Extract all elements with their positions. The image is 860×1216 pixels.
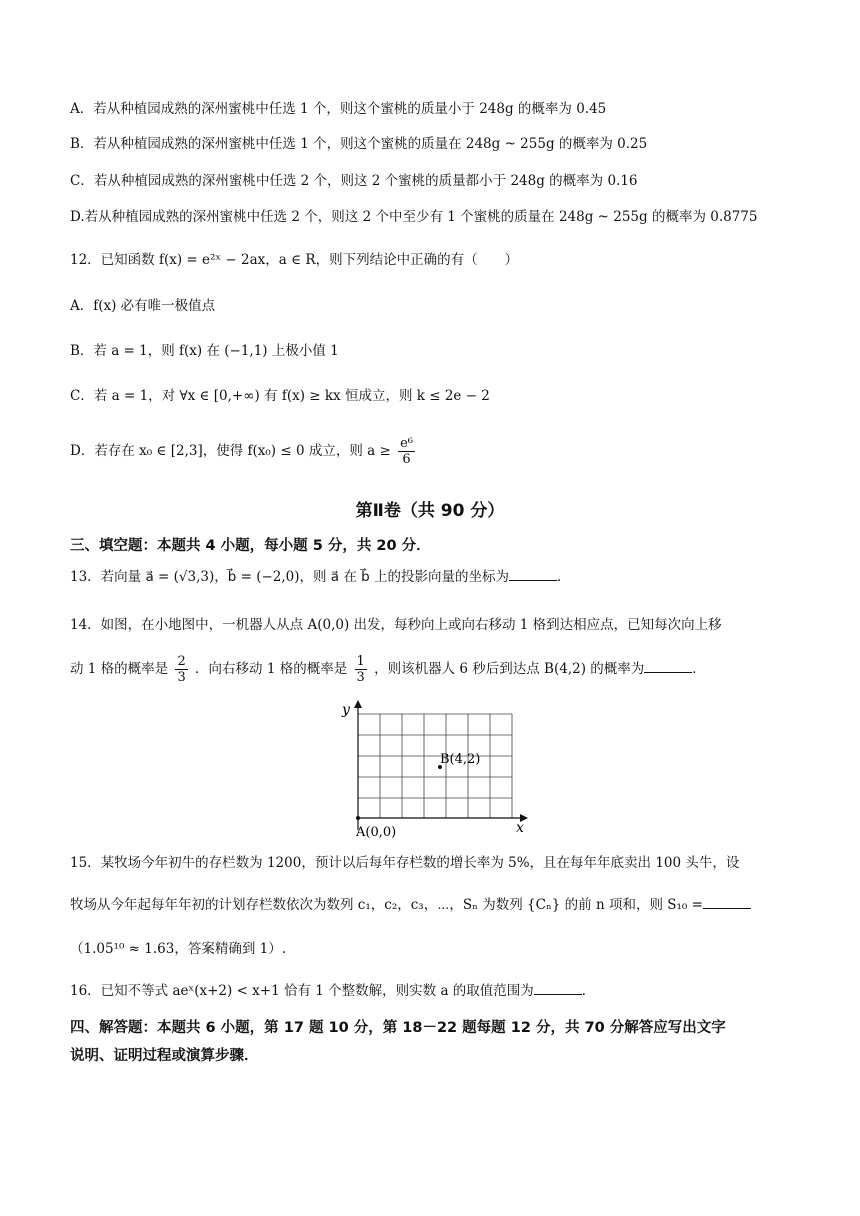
q14-fraction-right [355,654,367,685]
answer-blank [703,894,751,909]
q14-text-c: ，则该机器人 6 秒后到达点 B(4,2) 的概率为 [374,661,645,677]
q15-line3: （1.05¹⁰ ≈ 1.63，答案精确到 1）. [70,941,287,957]
q11-option-a: A．若从种植园成熟的深州蜜桃中任选 1 个，则这个蜜桃的质量小于 248g 的概率为 0.45 [70,101,607,117]
q14-line2 [70,654,706,685]
q16 [70,980,595,1002]
q15-line1: 15．某牧场今年初牛的存栏数为 1200，预计以后每年存栏数的增长率为 5%，且在每年年底卖出 100 头牛，设 [70,855,740,871]
grid-lines [358,708,512,818]
fraction-denominator: 3 [177,670,186,685]
section4-title-line2: 说明、证明过程或演算步骤． [70,1048,259,1064]
q13-end: ． [557,569,571,585]
q14-fraction-up [175,654,187,685]
y-axis-arrow-icon [354,700,362,708]
q14-text-a: 动 1 格的概率是 [70,661,169,677]
q12-option-a: A．f(x) 必有唯一极值点 [70,298,216,314]
y-axis-label: y [342,702,350,718]
fraction-denominator: 3 [356,670,365,685]
q11-option-d: D.若从种植园成熟的深州蜜桃中任选 2 个，则这 2 个中至少有 1 个蜜桃的质量在 248g ~ 255g 的概率为 0.8775 [70,209,758,225]
answer-blank [534,980,582,995]
fraction-numerator: 2 [177,654,186,669]
x-axis-label: x [516,820,524,836]
q12-option-c: C．若 a = 1，对 ∀x ∈ [0,+∞) 有 f(x) ≥ kx 恒成立，则 k ≤ 2e − 2 [70,388,490,404]
q16-text: 16．已知不等式 aeˣ(x+2) < x+1 恰有 1 个整数解，则实数 a 的取值范围为 [70,983,534,999]
q13 [70,566,571,588]
answer-blank [644,658,692,673]
section4-title-line1: 四、解答题：本题共 6 小题，第 17 题 10 分，第 18－22 题每题 12 分，共 70 分解答应写出文字 [70,1020,726,1036]
q12-stem: 12．已知函数 f(x) = e²ˣ − 2ax，a ∈ R，则下列结论中正确的有（ ） [70,252,519,268]
q14-text-b: ．向右移动 1 格的概率是 [195,661,348,677]
q12-option-d [70,436,418,467]
point-b-label: B(4,2) [440,752,481,767]
q12-option-d-text: D．若存在 x₀ ∈ [2,3]，使得 f(x₀) ≤ 0 成立，则 a ≥ [70,443,391,459]
q15-line2 [70,894,751,916]
point-a-marker [356,816,360,820]
section3-title: 三、填空题：本题共 4 小题，每小题 5 分，共 20 分． [70,538,431,554]
fraction-denominator: 6 [402,452,411,467]
q11-option-c: C．若从种植园成熟的深州蜜桃中任选 2 个，则这 2 个蜜桃的质量都小于 248g 的概率为 0.16 [70,173,638,189]
q14-end: ． [692,661,706,677]
fraction-numerator: 1 [356,654,365,669]
point-a-label: A(0,0) [356,825,397,840]
q12-option-b: B．若 a = 1，则 f(x) 在 (−1,1) 上极小值 1 [70,343,339,359]
q15-text: 牧场从今年起每年年初的计划存栏数依次为数列 c₁，c₂，c₃，⋯，Sₙ 为数列 {Cₙ} 的前 n 项和，则 S₁₀ = [70,897,703,913]
q12-option-d-fraction [398,436,415,467]
q11-option-b: B．若从种植园成熟的深州蜜桃中任选 1 个，则这个蜜桃的质量在 248g ~ 255g 的概率为 0.25 [70,136,648,152]
q16-end: ． [581,983,596,999]
fraction-numerator: e⁶ [400,436,413,451]
grid-map-figure [330,700,530,840]
part2-heading: 第Ⅱ卷（共 90 分） [355,501,505,521]
q13-text: 13．若向量 a⃗ = (√3,3)，b⃗ = (−2,0)，则 a⃗ 在 b⃗ 上的投影向量的坐标为 [70,569,510,585]
q14-line1: 14．如图，在小地图中，一机器人从点 A(0,0) 出发，每秒向上或向右移动 1 格到达相应点，已知每次向上移 [70,617,722,633]
answer-blank [509,566,557,581]
